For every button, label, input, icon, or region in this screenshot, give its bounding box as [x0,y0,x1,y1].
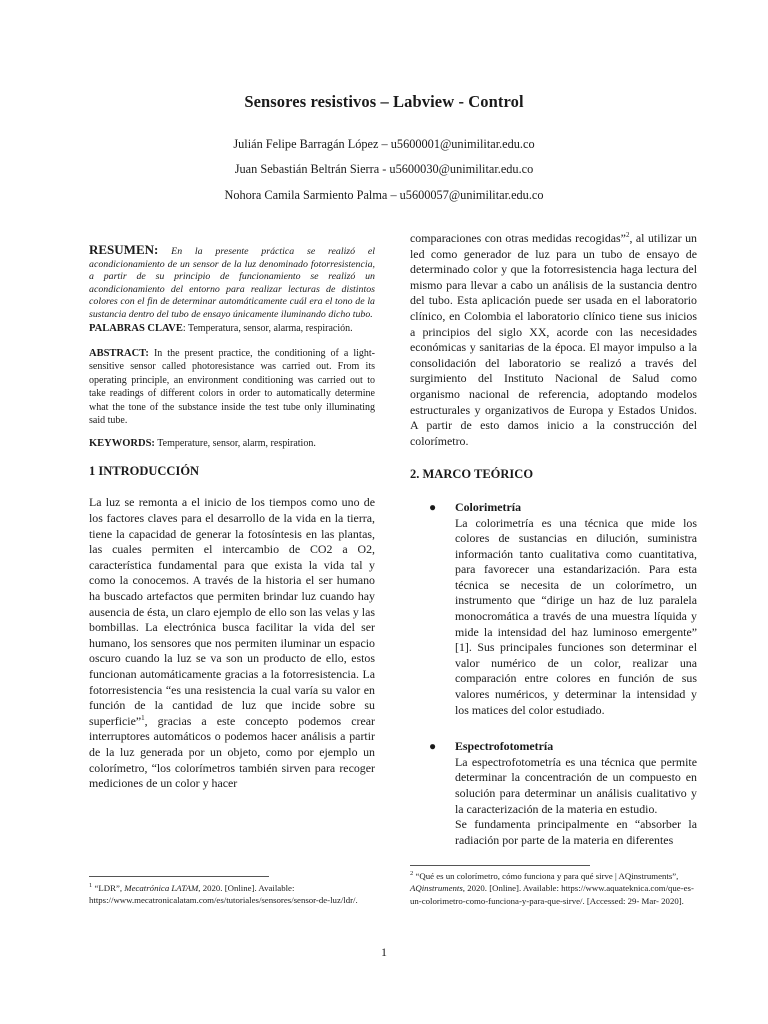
footnote-separator-left [89,876,269,877]
abstract-label: ABSTRACT: [89,347,149,359]
abstract-paragraph [89,347,375,427]
right-column [410,231,697,848]
footnote-2-link[interactable]: , 2020. [Online]. Available: https://www.aquateknica.com/que-es-un-colorimetro-como-funciona-y-para-que-sirve/. [Accessed: 29- Mar- 2020]. [410,883,694,906]
introduction-continued-text-2: , al utilizar un led como generador de luz para un tubo de ensayo de determinado color y que la fotorresistencia haga lectura del mismo para llevar a cabo un análisis de la sustancia dentro del tubo. Esta aplicación puede ser usada en el laboratorio clínico, en Colombia el laboratorio clínico tiene sus inicios a principios del siglo XX, acorde con las necesidades económicas y sanitarias de la época. El mayor impulso a la consolidación del laboratorio se realizó a través del surgimiento del Instituto Nacional de Salud como organismo nacional de referencia, adoptando modelos estructurales y organizativos de Europa y Estados Unidos. A partir de esto damos inicio a la construcción del colorímetro. [410,231,697,448]
section-1-heading: 1 INTRODUCCIÓN [89,463,200,478]
bullet-espectrofotometria [410,739,697,755]
footnote-2-text: “Qué es un colorímetro, cómo funciona y para qué sirve | AQinstruments”, [413,871,679,881]
introduction-text-2: , gracias a este concepto podemos crear interruptores automáticos o podemos hacer análisis a partir de la luz generada por un objeto, como por ejemplo un colorímetro, “los colorímetros también sirven para recoger mediciones de un color y hacer [89,713,375,791]
footnote-1 [89,882,375,907]
bullet-dot-icon: ● [429,739,437,754]
author-2: Juan Sebastián Beltrán Sierra - u5600030@unimilitar.edu.co [234,162,534,176]
author-1: Julián Felipe Barragán López – u5600001@unimilitar.edu.co [233,137,535,151]
abstract-text: In the present practice, the conditioning of a light-sensitive sensor called photoresistance was carried out. From its operating principle, an environment conditioning was carried out to take readings of different colors in order to automatically determine what the tone of the substance inside the test tube only illuminating said tube. [89,347,375,426]
resumen-label: RESUMEN: [89,242,159,257]
footnote-2-mark: 2 [410,870,414,878]
page-number: 1 [381,945,387,959]
footnote-separator-right [410,865,590,866]
bullet-espectrofotometria-title: Espectrofotometría [455,739,554,754]
keywords-text: Temperature, sensor, alarm, respiration. [154,438,316,450]
espectrofotometria-paragraph-2: Se fundamenta principalmente en “absorber la radiación por parte de la materia en diferentes [455,817,697,847]
keywords-paragraph [89,437,375,450]
palabras-clave-label: PALABRAS CLAVE [89,322,183,334]
introduction-text-1: La luz se remonta a el inicio de los tiempos como uno de los factores claves para el desarrollo de la vida en la tierra, tiene la capacidad de generar la fotosíntesis en las plantas, las cuales permiten el intercambio de CO2 a O2, característica fundamental para que exista la vida tal y como la conocemos. A través de la historia el ser humano ha buscado artefactos que permiten brindar luz cuando hay ausencia de ésta, un claro ejemplo de ello son las velas y las bombillas. La electrónica busca facilitar la vida del ser humano, los sensores que nos permiten iluminar un espacio oscuro cuando la luz se va son un producto de ello, estos funcionan automáticamente gracias a la fotorresistencia. La fotorresistencia “es una resistencia la cual varía su valor en función de la cantidad de luz que incide sobre su superficie” [89,495,375,728]
bullet-colorimetria [410,500,697,516]
footnote-ref-1[interactable]: 1 [141,713,145,722]
footnote-1-mark: 1 [89,882,93,890]
palabras-clave-paragraph [89,322,375,335]
footnote-1-text: “LDR”, [92,883,125,893]
section-2-heading: 2. MARCO TEÓRICO [410,467,534,482]
author-3: Nohora Camila Sarmiento Palma – u5600057@unimilitar.edu.co [224,188,544,202]
keywords-label: KEYWORDS: [89,438,155,450]
footnote-ref-2[interactable]: 2 [625,231,630,240]
introduction-continued-text-1: comparaciones con otras medidas recogidas” [410,231,626,245]
colorimetria-paragraph: La colorimetría es una técnica que mide los colores de sustancias en dilución, suministra información tanto cualitativa como cuantitativa, para favorecer una estandarización. Para esta técnica se necesita de un colorímetro, un instrumento que “dirige un haz de luz paralela monocromática a través de una muestra líquida y mide la intensidad del haz luminoso emergente” [1]. Sus principales funciones son determinar el valor numérico de un color, realizar una comparación entre colores en función de sus valores numéricos, y determinar la intensidad y los matices del color estudiado. [455,515,697,717]
bullet-dot-icon: ● [429,499,437,514]
introduction-continued-paragraph [410,231,697,449]
footnote-2 [410,870,698,907]
footnote-2-source: AQinstruments [410,883,463,894]
left-column [89,244,375,792]
resumen-text: En la presente práctica se realizó el acondicionamiento de un sensor de la luz denominado fotorresistencia, a partir de su principio de funcionamiento se realizó un acondicionamiento del entorno para realizar lecturas de distintos colores con el fin de determinar automáticamente cuál era el tono de la sustancia dentro del tubo de ensayo únicamente iluminando dicho tubo. [89,246,376,320]
resumen-paragraph [89,244,375,322]
palabras-clave-text: : Temperatura, sensor, alarma, respiración. [182,322,353,334]
footnote-1-link[interactable]: , 2020. [Online]. Available: https://www.mecatronicalatam.com/es/tutoriales/sensores/sensor-de-luz/ldr/. [89,883,358,906]
paper-title: Sensores resistivos – Labview - Control [244,92,524,111]
bullet-colorimetria-title: Colorimetría [455,499,522,514]
introduction-paragraph [89,495,375,791]
footnote-1-source: Mecatrónica LATAM [124,883,199,893]
espectrofotometria-paragraph: La espectrofotometría es una técnica que permite determinar la concentración de un compuesto en solución para determinar un análisis cualitativo y la caracterización de la materia en estudio. [455,754,697,816]
